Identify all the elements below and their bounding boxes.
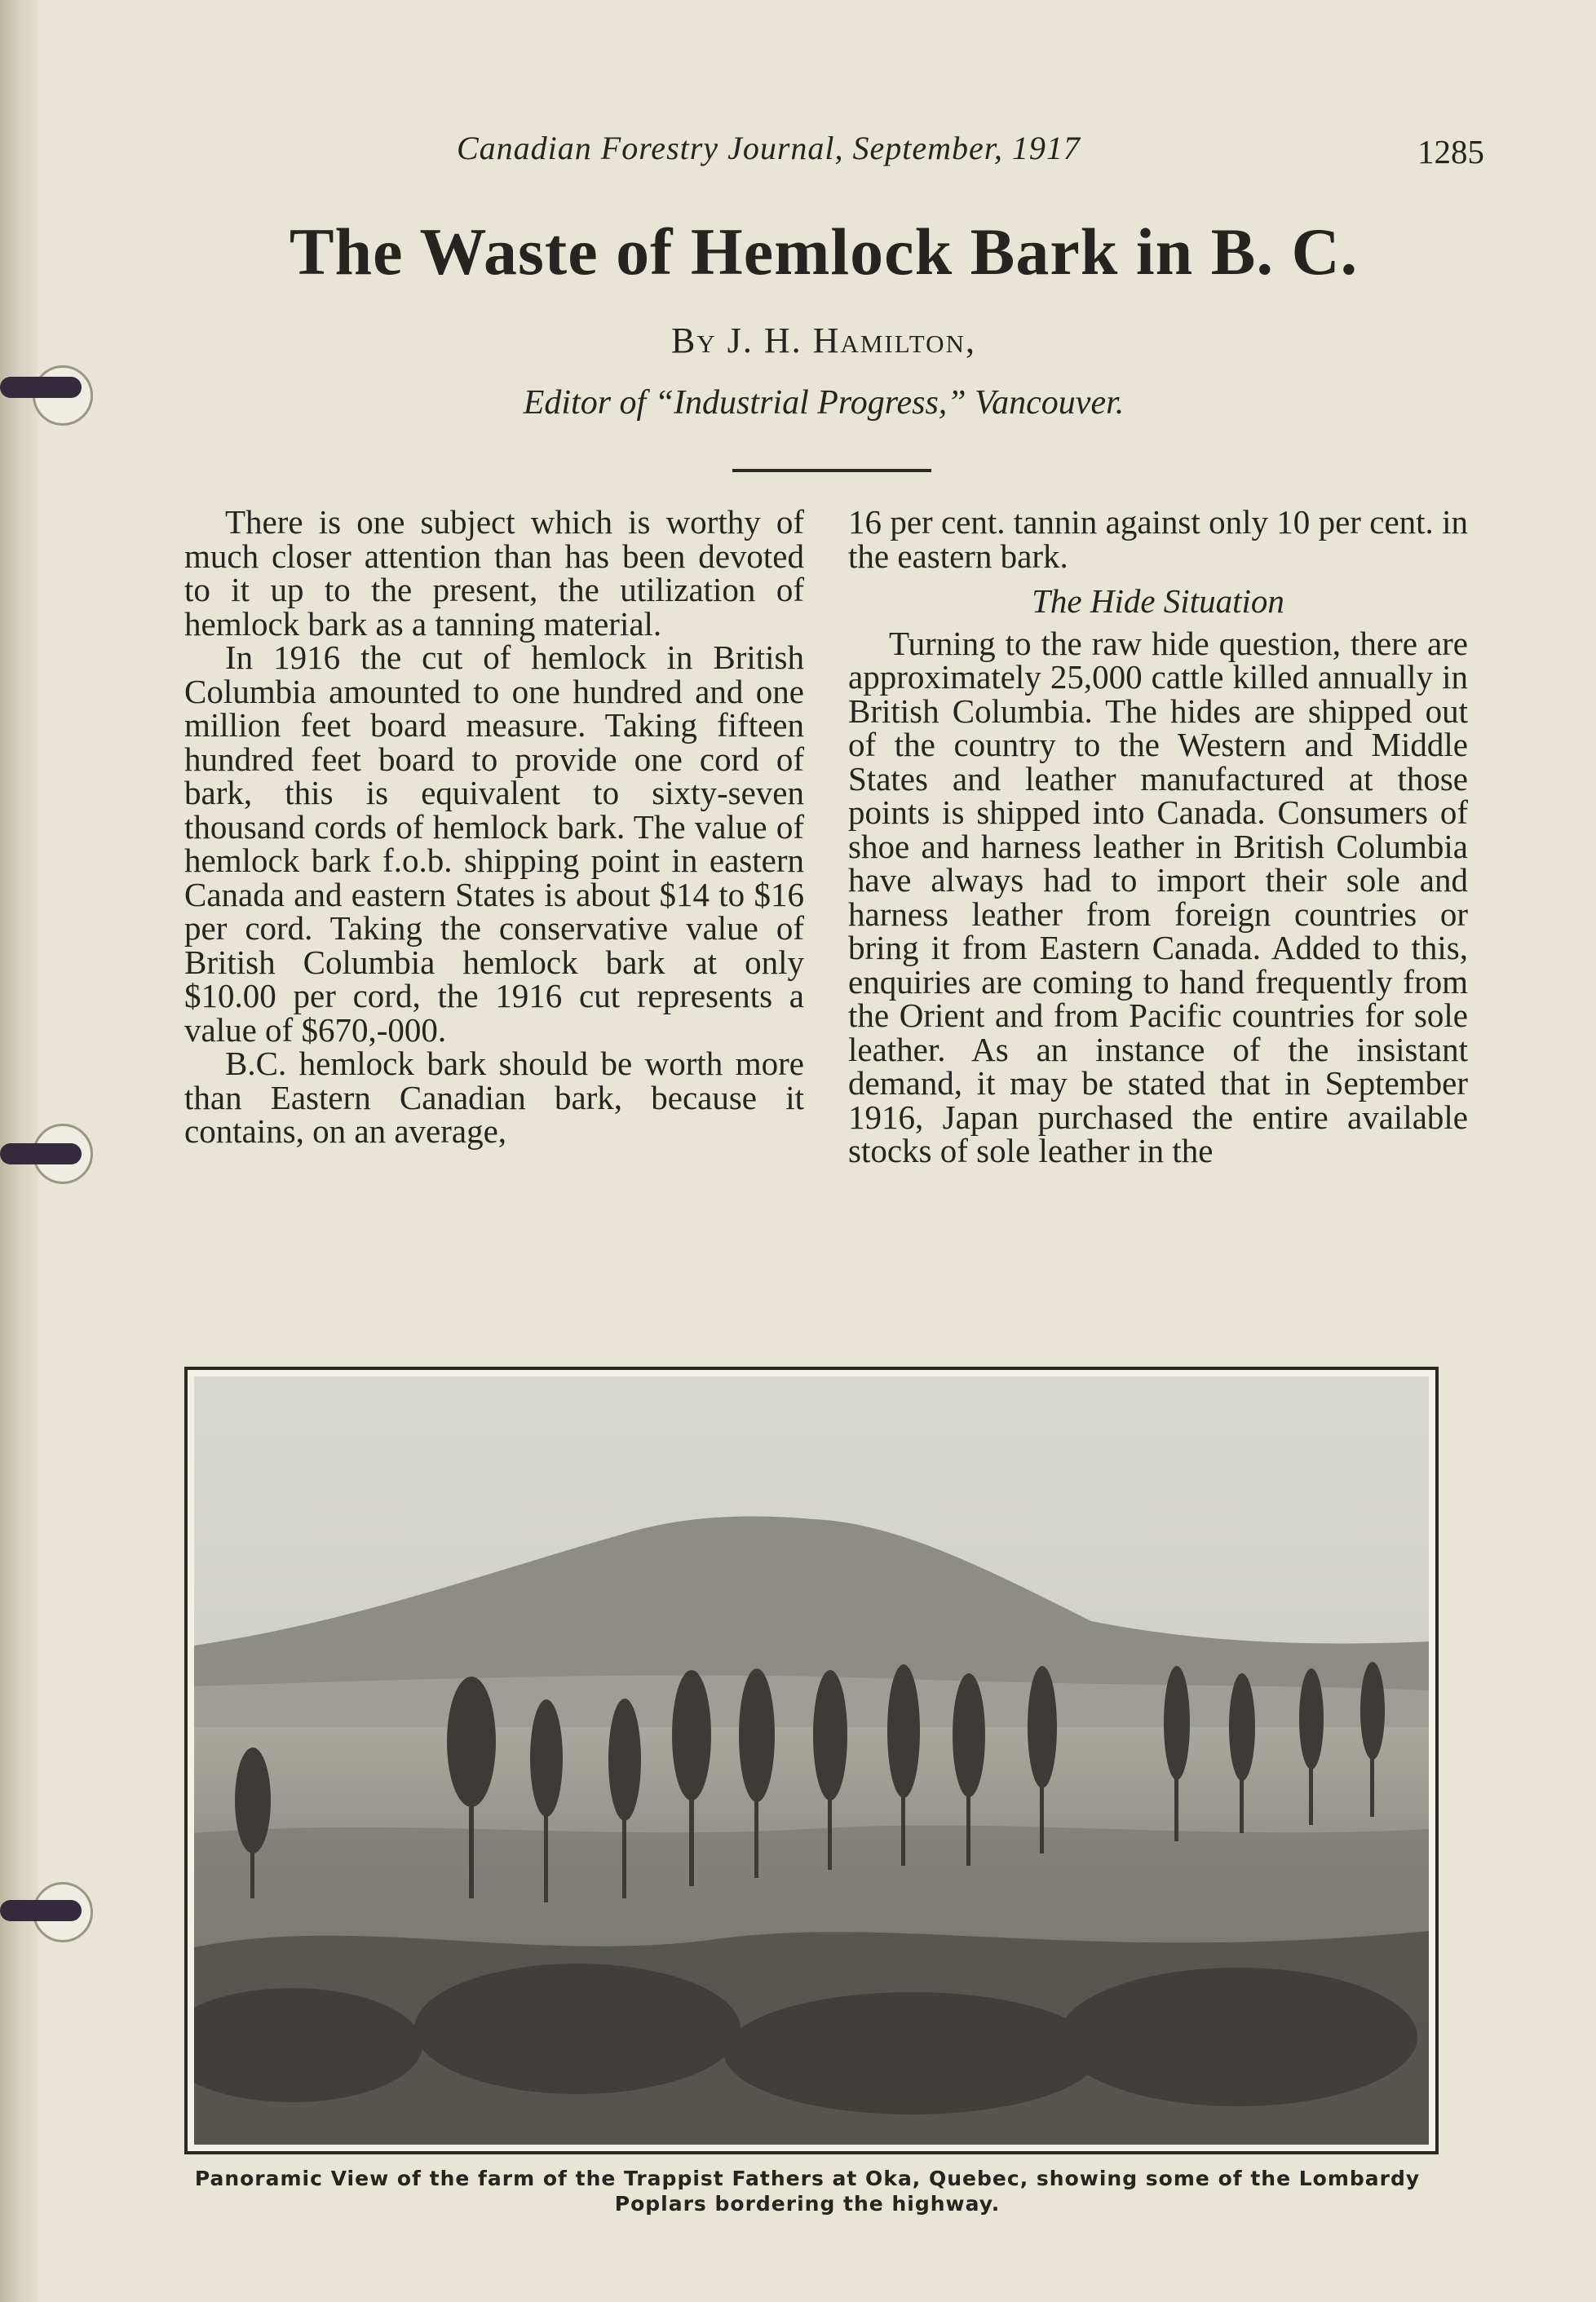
journal-title: Canadian Forestry Journal, September, 1917 [457,130,1081,166]
article-byline: By J. H. Hamilton, [671,320,976,360]
page-number: 1285 [1417,133,1484,170]
right-column [848,503,1468,1169]
running-header [457,122,1484,179]
photograph-frame [184,1367,1439,2154]
paragraph-continuation: 16 per cent. tannin against only 10 per cent. in the eastern bark. [848,503,1468,575]
binding-thread [0,377,82,398]
paragraph: B.C. hemlock bark should be worth more than Eastern Canadian bark, because it contains, on an average, [184,1045,804,1150]
photo-caption: Panoramic View of the farm of the Trappist Fathers at Oka, Quebec, showing some of the Lombardy Poplars bordering the highway. [194,2167,1421,2216]
paragraph: In 1916 the cut of hemlock in British Columbia amounted to one hundred and one million feet board measure. Taking fifteen hundred feet board to provide one cord of bark, this is equivalent to sixty-seven thousand cords of hemlock bark. The value of hemlock bark f.o.b. shipping point in eastern Canada and eastern States is about $14 to $16 per cord. Taking the conservative value of British Columbia hemlock bark at only $10.00 per cord, the 1916 cut represents a value of $670,-000. [184,638,804,1049]
section-subheading: The Hide Situation [1032,582,1284,620]
author-affiliation: Editor of “Industrial Progress,” Vancouver. [523,384,1125,422]
poplar-farm-photograph [194,1376,1429,2145]
article-title: The Waste of Hemlock Bark in B. C. [289,214,1359,289]
binding-thread [0,1143,82,1164]
paragraph: Turning to the raw hide question, there are approximately 25,000 cattle killed annually in British Columbia. The hides are shipped out of the country to the Western and Middle States and leather manufactured at those points is shipped into Canada. Consumers of shoe and harness leather in British Columbia have always had to import their sole and harness leather from foreign countries or bring it from Eastern Canada. Added to this, enquiries are coming to hand frequently from the Orient and from Pacific countries for sole leather. As an instance of the insistant demand, it may be stated that in September 1916, Japan purchased the entire available stocks of sole leather in the [848,624,1468,1169]
binding-thread [0,1900,82,1921]
paragraph: There is one subject which is worthy of much closer attention than has been devoted to it up to the present, the utilization of hemlock bark as a tanning material. [184,503,804,643]
left-column [184,503,804,1150]
title-divider [732,469,931,472]
